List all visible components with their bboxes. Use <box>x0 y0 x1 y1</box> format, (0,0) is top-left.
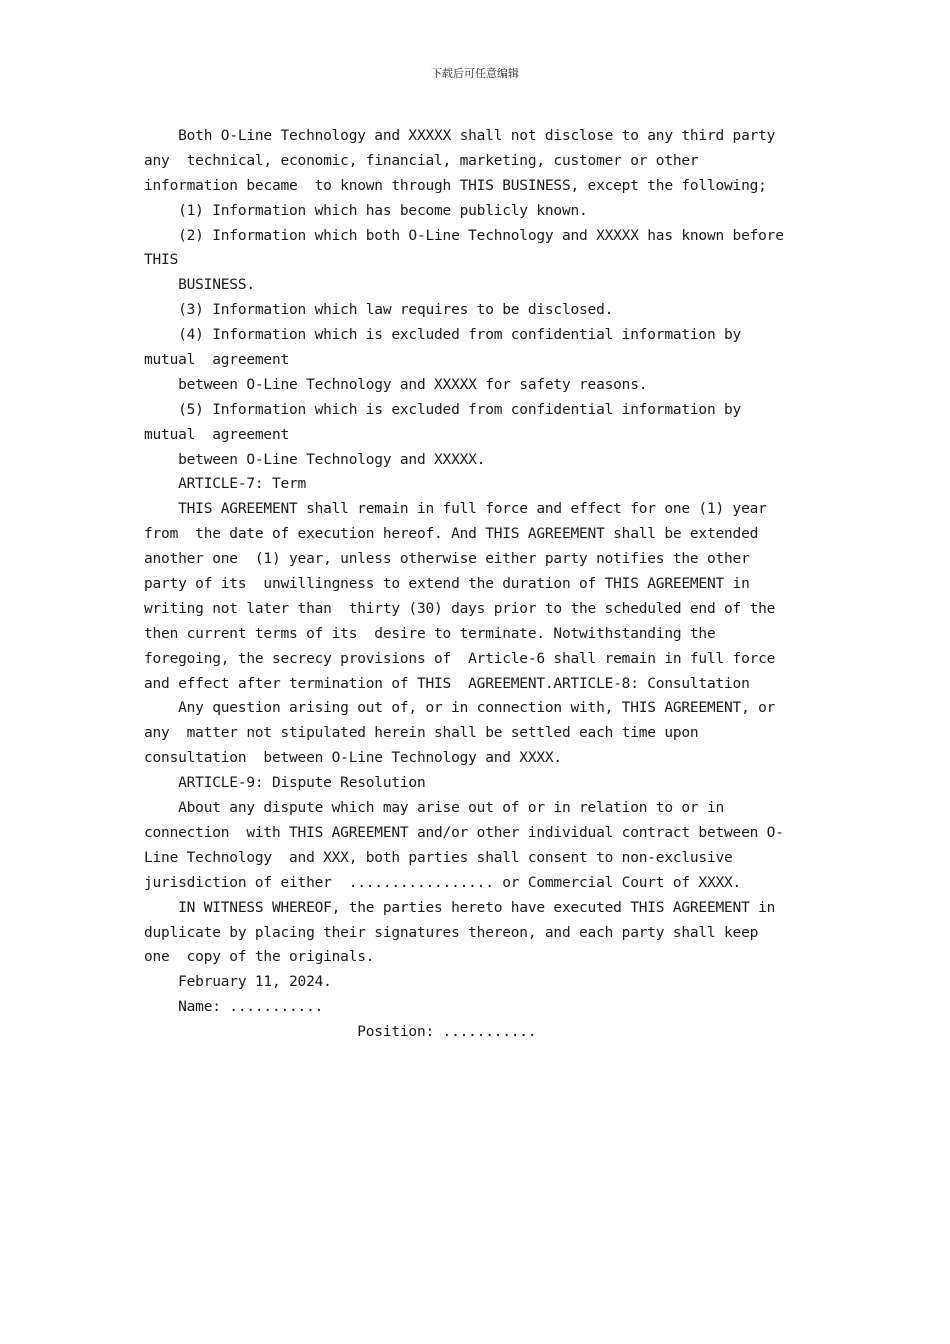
text-line: party of its unwillingness to extend the duration of THIS AGREEMENT in <box>144 576 750 593</box>
text-line: any technical, economic, financial, marketing, customer or other <box>144 152 699 169</box>
text-line: (2) Information which both O-Line Technology and XXXXX has known before <box>144 227 784 244</box>
text-line: (3) Information which law requires to be disclosed. <box>144 302 614 319</box>
text-line: and effect after termination of THIS AGREEMENT.ARTICLE-8: Consultation <box>144 675 750 692</box>
text-line: Any question arising out of, or in connection with, THIS AGREEMENT, or <box>144 700 776 717</box>
text-line: connection with THIS AGREEMENT and/or other individual contract between O- <box>144 824 784 841</box>
signature-position-line: Position: ........... <box>144 1024 537 1041</box>
text-line: between O-Line Technology and XXXXX. <box>144 451 486 468</box>
text-line: then current terms of its desire to terminate. Notwithstanding the <box>144 625 716 642</box>
text-line: one copy of the originals. <box>144 949 375 966</box>
text-line: BUSINESS. <box>144 277 255 294</box>
text-line: writing not later than thirty (30) days prior to the scheduled end of the <box>144 600 776 617</box>
text-line: Line Technology and XXX, both parties shall consent to non-exclusive <box>144 849 733 866</box>
text-line: consultation between O-Line Technology and XXXX. <box>144 750 562 767</box>
article-7-heading: ARTICLE-7: Term <box>144 476 307 493</box>
text-line: another one (1) year, unless otherwise either party notifies the other <box>144 551 750 568</box>
text-line: Both O-Line Technology and XXXXX shall not disclose to any third party <box>144 128 776 144</box>
text-line: foregoing, the secrecy provisions of Article-6 shall remain in full force <box>144 650 776 667</box>
text-line: information became to known through THIS BUSINESS, except the following; <box>144 177 767 194</box>
text-line: mutual agreement <box>144 352 290 369</box>
text-line: mutual agreement <box>144 426 290 443</box>
text-line: About any dispute which may arise out of or in relation to or in <box>144 800 725 817</box>
article-9-heading: ARTICLE-9: Dispute Resolution <box>144 775 426 792</box>
document-body <box>144 124 814 1045</box>
text-line: between O-Line Technology and XXXXX for safety reasons. <box>144 376 648 393</box>
text-line: jurisdiction of either ................. or Commercial Court of XXXX. <box>144 874 742 891</box>
signature-name-line: Name: ........... <box>144 999 324 1016</box>
text-line: THIS <box>144 252 179 269</box>
text-line: (4) Information which is excluded from confidential information by <box>144 327 742 344</box>
text-line: THIS AGREEMENT shall remain in full force and effect for one (1) year <box>144 501 767 518</box>
text-line: (5) Information which is excluded from confidential information by <box>144 401 742 418</box>
text-line: duplicate by placing their signatures thereon, and each party shall keep <box>144 924 759 941</box>
text-line: any matter not stipulated herein shall be settled each time upon <box>144 725 699 742</box>
date-line: February 11, 2024. <box>144 974 332 991</box>
text-line: from the date of execution hereof. And THIS AGREEMENT shall be extended <box>144 526 759 543</box>
text-line: (1) Information which has become publicly known. <box>144 202 588 219</box>
text-line: IN WITNESS WHEREOF, the parties hereto have executed THIS AGREEMENT in <box>144 899 776 916</box>
page-header: 下载后可任意编辑 <box>431 67 519 80</box>
